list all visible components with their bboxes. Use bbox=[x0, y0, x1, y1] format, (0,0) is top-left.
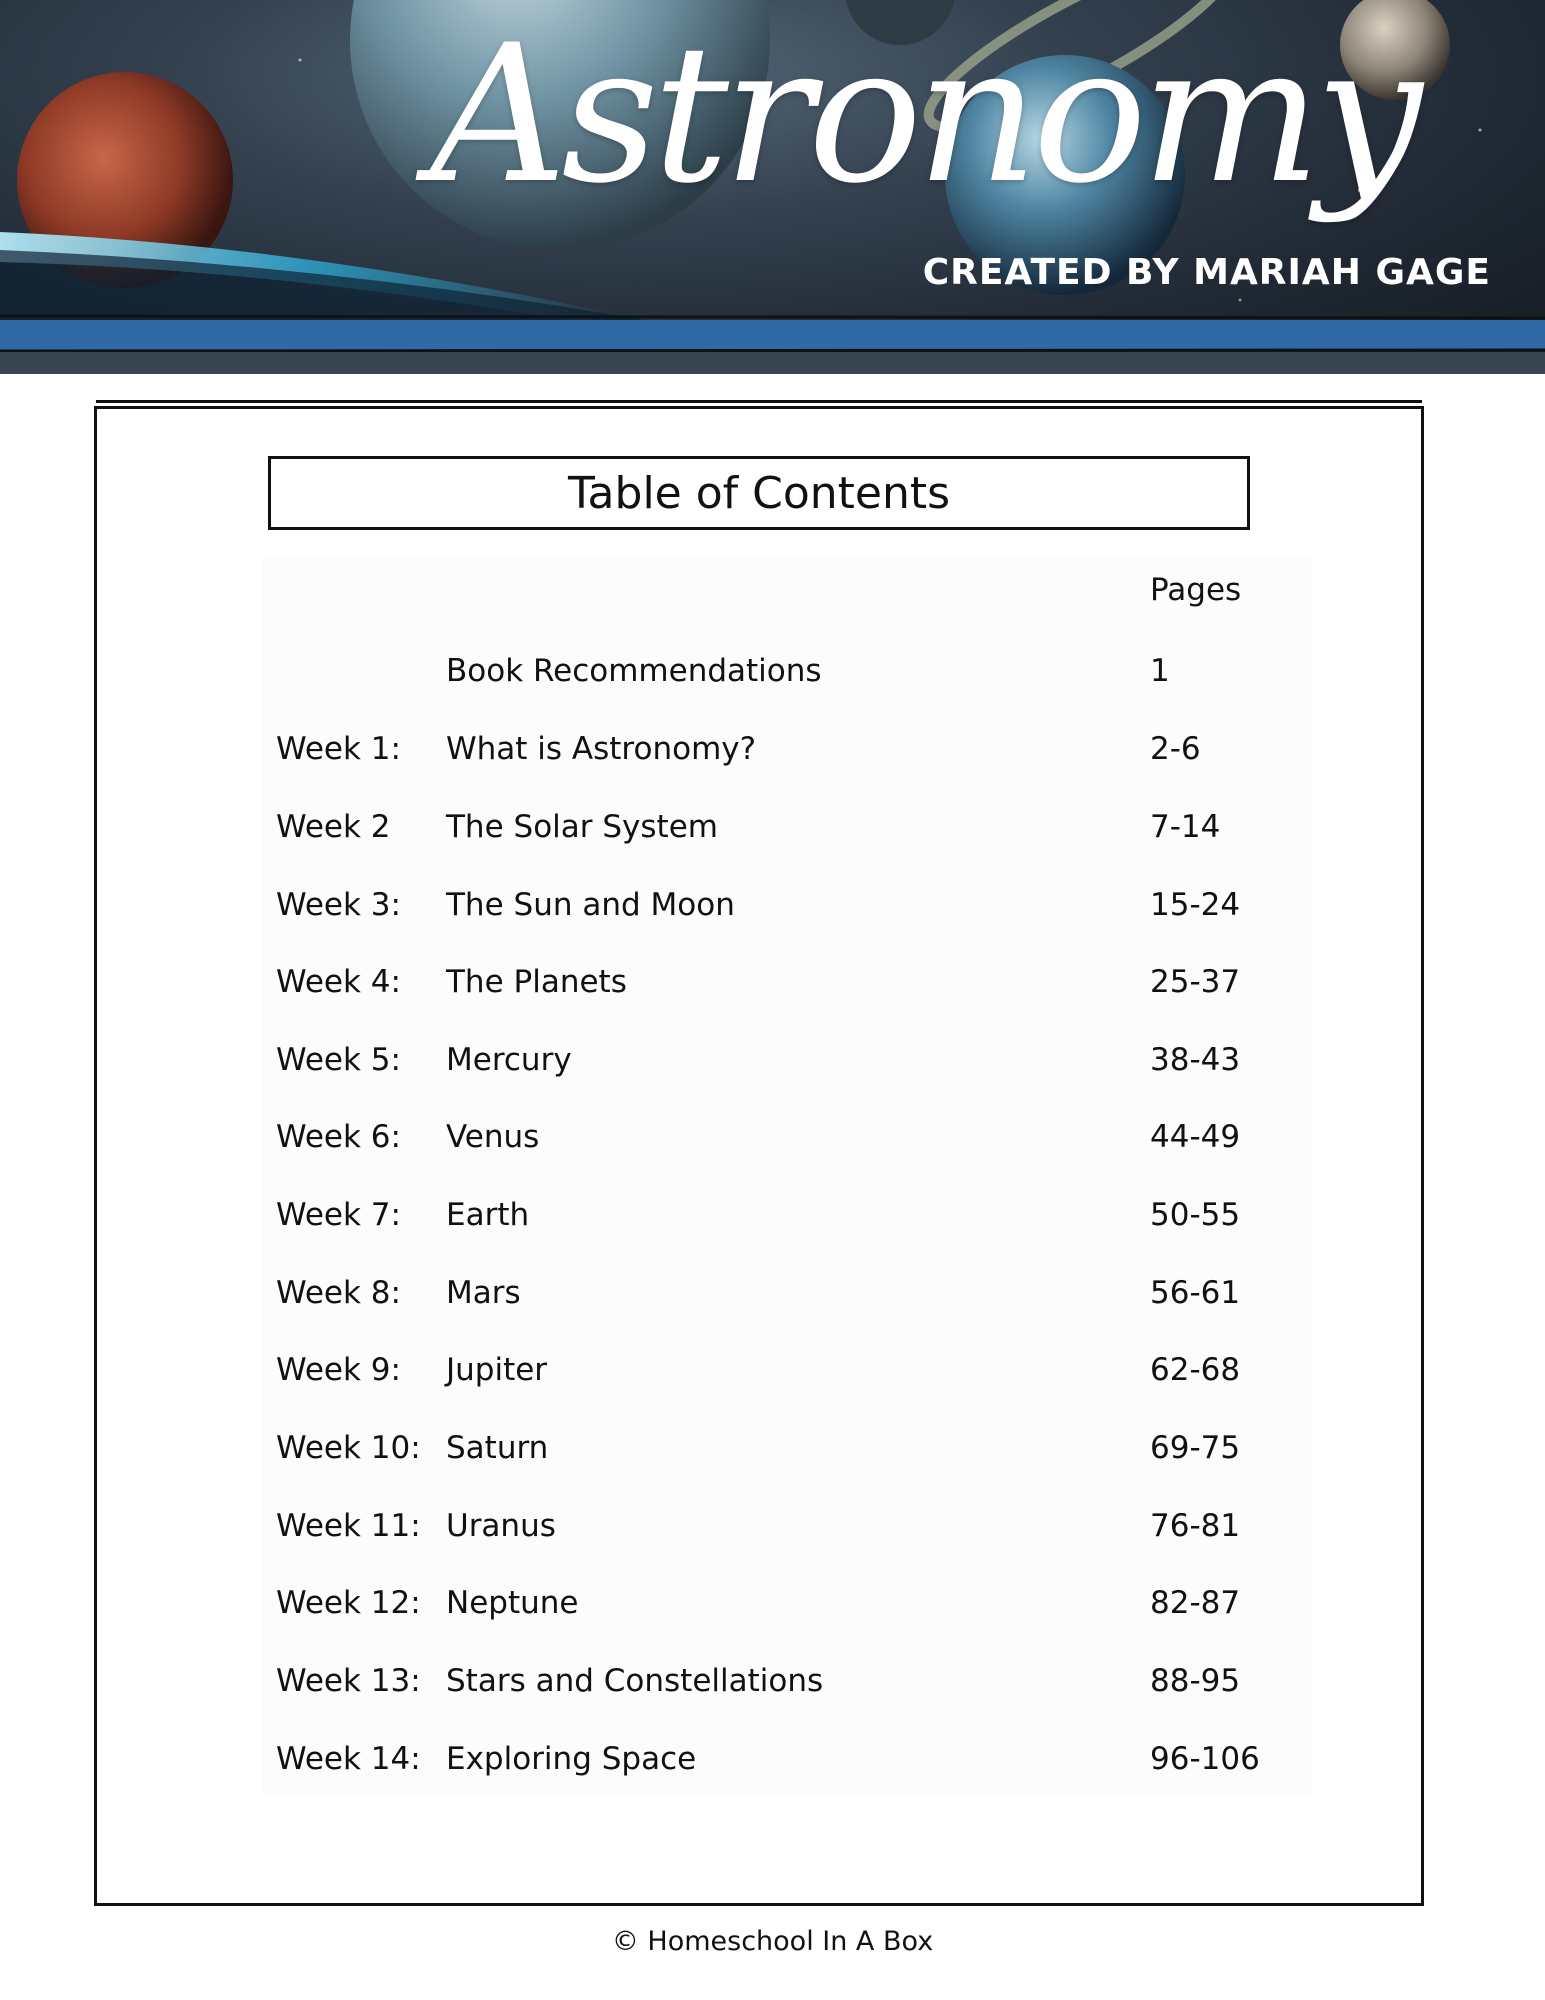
topic-title: Neptune bbox=[446, 1585, 579, 1621]
topic-title: Mercury bbox=[446, 1042, 572, 1078]
week-label: Week 10: bbox=[276, 1430, 421, 1466]
week-label: Week 12: bbox=[276, 1585, 421, 1621]
topic-title: The Solar System bbox=[446, 809, 718, 845]
page-range: 96-106 bbox=[1150, 1741, 1260, 1777]
toc-row bbox=[0, 964, 1545, 1042]
toc-row bbox=[0, 887, 1545, 965]
topic-title: Jupiter bbox=[446, 1352, 548, 1388]
page-range: 88-95 bbox=[1150, 1663, 1241, 1699]
toc-row bbox=[0, 731, 1545, 809]
topic-title: Stars and Constellations bbox=[446, 1663, 824, 1699]
toc-heading-box bbox=[268, 456, 1250, 530]
topic-title: Venus bbox=[446, 1119, 540, 1155]
topic-title: Saturn bbox=[446, 1430, 549, 1466]
toc-row bbox=[0, 1042, 1545, 1120]
topic-title: The Sun and Moon bbox=[446, 887, 735, 923]
page-range: 25-37 bbox=[1150, 964, 1241, 1000]
topic-title: Uranus bbox=[446, 1508, 556, 1544]
page-range: 76-81 bbox=[1150, 1508, 1241, 1544]
week-label: Week 7: bbox=[276, 1197, 401, 1233]
topic-title: Exploring Space bbox=[446, 1741, 697, 1777]
toc-row bbox=[0, 1663, 1545, 1741]
copyright-footer: © Homeschool In A Box bbox=[611, 1926, 934, 1957]
topic-title: What is Astronomy? bbox=[446, 731, 757, 767]
page-range: 62-68 bbox=[1150, 1352, 1241, 1388]
topic-title: Mars bbox=[446, 1275, 521, 1311]
topic-title: The Planets bbox=[446, 964, 627, 1000]
toc-row bbox=[0, 1585, 1545, 1663]
toc-row bbox=[0, 653, 1545, 731]
week-label: Week 1: bbox=[276, 731, 401, 767]
page-range: 44-49 bbox=[1150, 1119, 1241, 1155]
week-label: Week 11: bbox=[276, 1508, 421, 1544]
page-range: 2-6 bbox=[1150, 731, 1201, 767]
header-banner bbox=[0, 0, 1545, 374]
topic-title: Earth bbox=[446, 1197, 530, 1233]
topic-title: Book Recommendations bbox=[446, 653, 822, 689]
week-label: Week 4: bbox=[276, 964, 401, 1000]
week-label: Week 5: bbox=[276, 1042, 401, 1078]
toc-row bbox=[0, 1508, 1545, 1586]
toc-row bbox=[0, 1275, 1545, 1353]
week-label: Week 14: bbox=[276, 1741, 421, 1777]
toc-heading: Table of Contents bbox=[567, 467, 951, 519]
week-label: Week 6: bbox=[276, 1119, 401, 1155]
week-label: Week 3: bbox=[276, 887, 401, 923]
page-range: 1 bbox=[1150, 653, 1170, 689]
toc-row bbox=[0, 1197, 1545, 1275]
frame-top-line bbox=[96, 400, 1422, 403]
toc-row bbox=[0, 1741, 1545, 1819]
page-range: 69-75 bbox=[1150, 1430, 1241, 1466]
week-label: Week 2 bbox=[276, 809, 391, 845]
pages-column-header: Pages bbox=[1150, 572, 1242, 608]
page-range: 56-61 bbox=[1150, 1275, 1241, 1311]
week-label: Week 9: bbox=[276, 1352, 401, 1388]
week-label: Week 8: bbox=[276, 1275, 401, 1311]
author-credit: CREATED BY MARIAH GAGE bbox=[922, 252, 1491, 293]
toc-row bbox=[0, 1119, 1545, 1197]
toc-row bbox=[0, 809, 1545, 887]
banner-title: Astronomy bbox=[430, 4, 1417, 225]
page-range: 15-24 bbox=[1150, 887, 1241, 923]
toc-row bbox=[0, 1352, 1545, 1430]
toc-row bbox=[0, 1430, 1545, 1508]
page-range: 38-43 bbox=[1150, 1042, 1241, 1078]
page-range: 82-87 bbox=[1150, 1585, 1241, 1621]
week-label: Week 13: bbox=[276, 1663, 421, 1699]
page-range: 7-14 bbox=[1150, 809, 1221, 845]
page-range: 50-55 bbox=[1150, 1197, 1241, 1233]
